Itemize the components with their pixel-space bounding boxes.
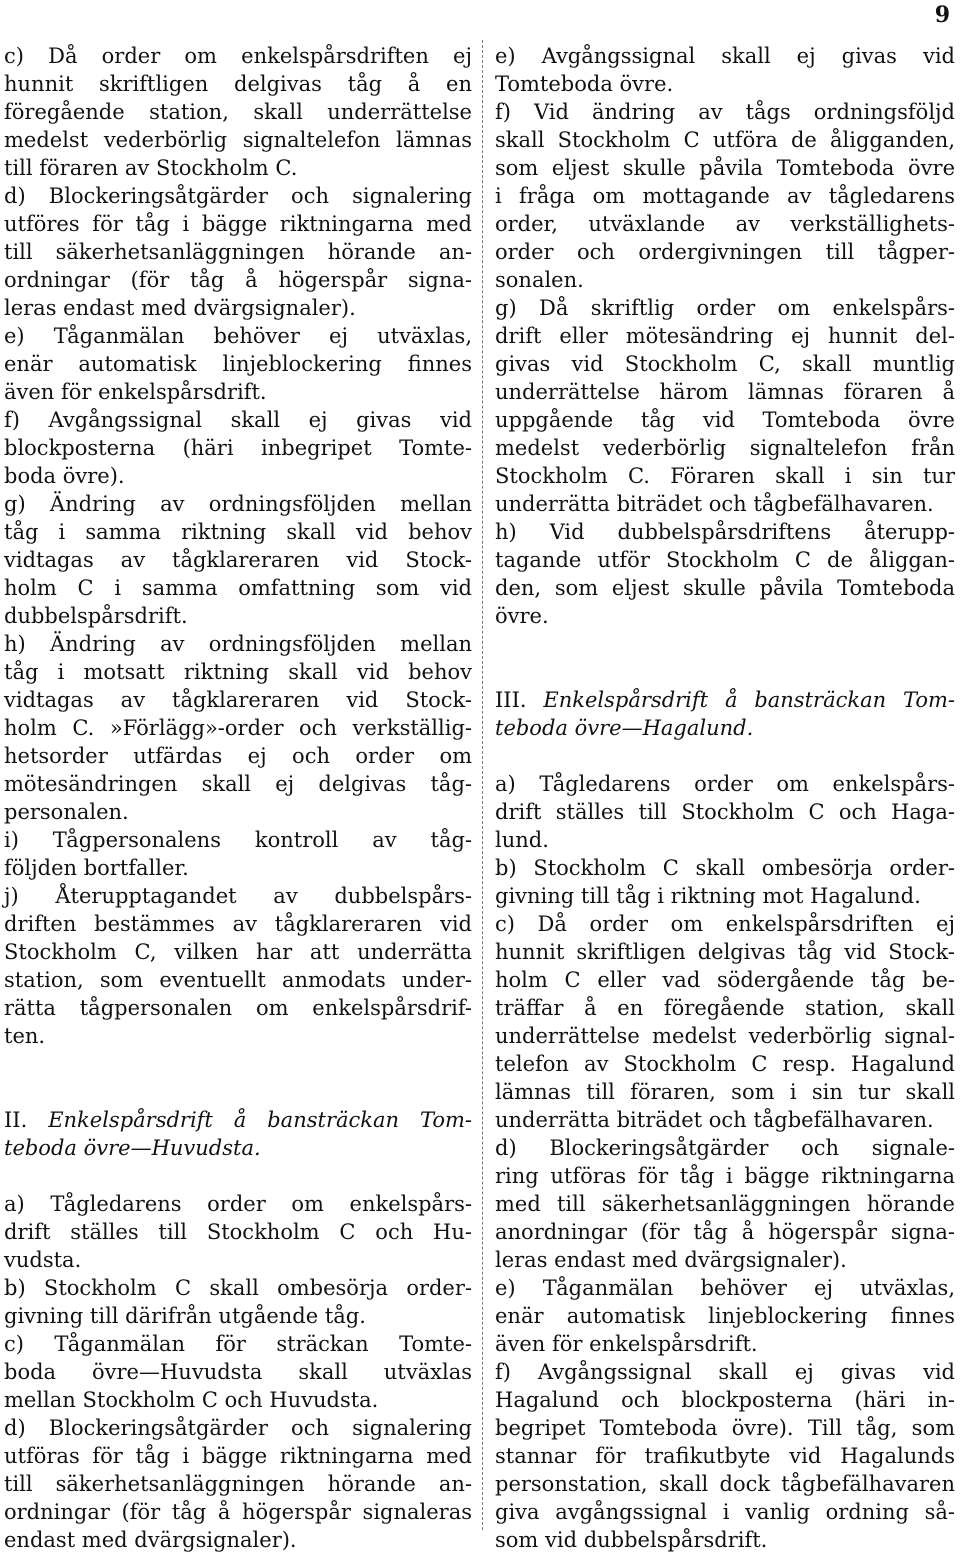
text-line: träffar å en föregående station, skall bbox=[495, 996, 955, 1020]
text-line: underrätta biträdet och tågbefälhavaren. bbox=[495, 492, 934, 516]
text-line: drift ställes till Stockholm C och Hu- bbox=[4, 1220, 472, 1244]
text-line: holm C i samma omfattning som vid bbox=[4, 576, 472, 600]
text-line: a) Tågledarens order om enkelspårs- bbox=[4, 1192, 472, 1216]
text-line: anordningar (för tåg å högerspår signa- bbox=[495, 1220, 955, 1244]
paragraph bbox=[495, 910, 955, 1134]
heading-text: Enkelspårsdrift å bansträckan Tom- bbox=[48, 1108, 472, 1132]
text-line: blockposterna (häri inbegripet Tomte- bbox=[4, 436, 472, 460]
text-line: Hagalund och blockposterna (häri in- bbox=[495, 1388, 955, 1412]
text-line: rätta tågpersonalen om enkelspårsdrif- bbox=[4, 996, 472, 1020]
text-line: h) Ändring av ordningsföljden mellan bbox=[4, 632, 472, 656]
text-line: g) Ändring av ordningsföljden mellan bbox=[4, 492, 472, 516]
text-line: b) Stockholm C skall ombesörja order- bbox=[495, 856, 955, 880]
text-line: underrätta biträdet och tågbefälhavaren. bbox=[495, 1108, 934, 1132]
paragraph bbox=[4, 182, 472, 322]
text-line: personstation, skall dock tågbefälhavaren bbox=[495, 1472, 955, 1496]
text-line: order, utväxlande av verkställighets- bbox=[495, 212, 955, 236]
heading-line bbox=[495, 714, 955, 742]
section-heading bbox=[495, 686, 955, 742]
text-line: e) Tåganmälan behöver ej utväxlas, bbox=[495, 1276, 955, 1300]
text-line: vidtagas av tågklareraren vid Stock- bbox=[4, 548, 472, 572]
text-line: hunnit skriftligen delgivas tåg vid Stock- bbox=[495, 940, 955, 964]
text-line: till säkerhetsanläggningen hörande an- bbox=[4, 1472, 472, 1496]
text-line: holm C eller vad södergående tåg be- bbox=[495, 968, 955, 992]
section-gap bbox=[4, 1162, 472, 1190]
text-line: i fråga om mottagande av tågledarens bbox=[495, 184, 955, 208]
text-line: ordningar (för tåg å högerspår signa- bbox=[4, 268, 472, 292]
heading-text: teboda övre—Huvudsta. bbox=[4, 1136, 261, 1160]
text-line: stannar för trafikutbyte vid Hagalunds bbox=[495, 1444, 955, 1468]
text-line: d) Blockeringsåtgärder och signalering bbox=[4, 1416, 472, 1440]
text-line: givning till tåg i riktning mot Hagalund. bbox=[495, 884, 921, 908]
paragraph bbox=[495, 770, 955, 854]
text-line: tåg i samma riktning skall vid behov bbox=[4, 520, 472, 544]
text-line: vidtagas av tågklareraren vid Stock- bbox=[4, 688, 472, 712]
text-line: vudsta. bbox=[4, 1248, 82, 1272]
text-line: j) Återupptagandet av dubbelspårs- bbox=[4, 884, 472, 908]
text-line: drift ställes till Stockholm C och Haga- bbox=[495, 800, 955, 824]
paragraph bbox=[495, 518, 955, 630]
paragraph bbox=[4, 882, 472, 1050]
text-line: Tomteboda övre. bbox=[495, 72, 674, 96]
text-line: c) Då order om enkelspårsdriften ej bbox=[495, 912, 955, 936]
text-line: som eljest skulle påvila Tomteboda övre bbox=[495, 156, 955, 180]
text-line: hunnit skriftligen delgivas tåg å en bbox=[4, 72, 472, 96]
paragraph bbox=[4, 1330, 472, 1414]
text-line: underrättelse härom lämnas föraren å bbox=[495, 380, 955, 404]
text-line: utföras för tåg i bägge riktningarna med bbox=[4, 1444, 472, 1468]
section-gap bbox=[4, 1050, 472, 1106]
heading-line bbox=[4, 1106, 472, 1134]
paragraph bbox=[495, 42, 955, 98]
text-line: givas vid Stockholm C, skall muntlig bbox=[495, 352, 955, 376]
text-line: enär automatisk linjeblockering finnes bbox=[495, 1304, 955, 1328]
text-line: e) Tåganmälan behöver ej utväxlas, bbox=[4, 324, 472, 348]
section-heading bbox=[4, 1106, 472, 1162]
paragraph bbox=[4, 630, 472, 826]
paragraph bbox=[495, 1358, 955, 1554]
text-line: i) Tågpersonalens kontroll av tåg- bbox=[4, 828, 472, 852]
paragraph bbox=[495, 1134, 955, 1274]
text-line: b) Stockholm C skall ombesörja order- bbox=[4, 1276, 472, 1300]
section-gap bbox=[495, 630, 955, 686]
text-line: drift eller mötesändring ej hunnit del- bbox=[495, 324, 955, 348]
text-line: givning till därifrån utgående tåg. bbox=[4, 1304, 366, 1328]
text-line: g) Då skriftlig order om enkelspårs- bbox=[495, 296, 955, 320]
text-line: station, som eventuellt anmodats under- bbox=[4, 968, 472, 992]
text-line: f) Avgångssignal skall ej givas vid bbox=[495, 1360, 955, 1384]
paragraph bbox=[4, 322, 472, 406]
paragraph bbox=[4, 1274, 472, 1330]
text-line: f) Vid ändring av tågs ordningsföljd bbox=[495, 100, 955, 124]
text-line: enär automatisk linjeblockering finnes bbox=[4, 352, 472, 376]
text-line: hetsorder utfärdas ej och order om bbox=[4, 744, 472, 768]
left-column bbox=[4, 42, 472, 1554]
text-line: boda övre—Huvudsta skall utväxlas bbox=[4, 1360, 472, 1384]
paragraph bbox=[4, 42, 472, 182]
paragraph bbox=[4, 406, 472, 490]
paragraph bbox=[495, 98, 955, 294]
text-line: c) Då order om enkelspårsdriften ej bbox=[4, 44, 472, 68]
column-divider bbox=[482, 40, 483, 1530]
text-line: lund. bbox=[495, 828, 549, 852]
text-line: skall Stockholm C utföra de åligganden, bbox=[495, 128, 955, 152]
text-line: uppgående tåg vid Tomteboda övre bbox=[495, 408, 955, 432]
text-line: utföres för tåg i bägge riktningarna med bbox=[4, 212, 472, 236]
text-line: medelst vederbörlig signaltelefon från bbox=[495, 436, 955, 460]
paragraph bbox=[4, 1414, 472, 1554]
heading-text: teboda övre—Hagalund. bbox=[495, 716, 754, 740]
paragraph bbox=[4, 490, 472, 630]
text-line: endast med dvärgsignaler). bbox=[4, 1528, 297, 1552]
text-line: telefon av Stockholm C resp. Hagalund bbox=[495, 1052, 955, 1076]
text-line: som vid dubbelspårsdrift. bbox=[495, 1528, 768, 1552]
text-line: dubbelspårsdrift. bbox=[4, 604, 188, 628]
text-line: h) Vid dubbelspårsdriftens återupp- bbox=[495, 520, 955, 544]
paragraph bbox=[4, 1190, 472, 1274]
text-line: e) Avgångssignal skall ej givas vid bbox=[495, 44, 955, 68]
paragraph bbox=[495, 1274, 955, 1358]
text-line: ten. bbox=[4, 1024, 46, 1048]
text-line: den, som eljest skulle påvila Tomteboda bbox=[495, 576, 955, 600]
text-line: ring utföras för tåg i bägge riktningarna bbox=[495, 1164, 955, 1188]
section-numeral: III. bbox=[495, 688, 544, 712]
text-line: mötesändringen skall ej delgivas tåg- bbox=[4, 772, 472, 796]
paragraph bbox=[495, 294, 955, 518]
text-line: giva avgångssignal i vanlig ordning så- bbox=[495, 1500, 955, 1524]
paragraph bbox=[4, 826, 472, 882]
text-line: ordningar (för tåg å högerspår signaleras bbox=[4, 1500, 472, 1524]
text-line: d) Blockeringsåtgärder och signalering bbox=[4, 184, 472, 208]
section-numeral: II. bbox=[4, 1108, 49, 1132]
text-line: a) Tågledarens order om enkelspårs- bbox=[495, 772, 955, 796]
text-line: leras endast med dvärgsignaler). bbox=[495, 1248, 847, 1272]
text-line: sonalen. bbox=[495, 268, 584, 292]
text-line: Stockholm C. Föraren skall i sin tur bbox=[495, 464, 955, 488]
text-line: följden bortfaller. bbox=[4, 856, 189, 880]
text-line: personalen. bbox=[4, 800, 129, 824]
text-line: driften bestämmes av tågklareraren vid bbox=[4, 912, 472, 936]
section-gap bbox=[495, 742, 955, 770]
heading-line bbox=[4, 1134, 472, 1162]
paragraph bbox=[495, 854, 955, 910]
heading-line bbox=[495, 686, 955, 714]
text-line: tagande utför Stockholm C de åliggan- bbox=[495, 548, 955, 572]
right-column bbox=[495, 42, 955, 1554]
text-line: underrättelse medelst vederbörlig signal- bbox=[495, 1024, 955, 1048]
text-line: holm C. »Förlägg»-order och verkställig- bbox=[4, 716, 472, 740]
text-line: lämnas till föraren, som i sin tur skall bbox=[495, 1080, 955, 1104]
text-line: tåg i motsatt riktning skall vid behov bbox=[4, 660, 472, 684]
text-line: leras endast med dvärgsignaler). bbox=[4, 296, 356, 320]
text-line: till säkerhetsanläggningen hörande an- bbox=[4, 240, 472, 264]
text-line: mellan Stockholm C och Huvudsta. bbox=[4, 1388, 379, 1412]
text-line: även för enkelspårsdrift. bbox=[495, 1332, 758, 1356]
text-line: begripet Tomteboda övre). Till tåg, som bbox=[495, 1416, 955, 1440]
text-line: föregående station, skall underrättelse bbox=[4, 100, 472, 124]
text-line: c) Tåganmälan för sträckan Tomte- bbox=[4, 1332, 472, 1356]
text-line: medelst vederbörlig signaltelefon lämnas bbox=[4, 128, 472, 152]
page-number: 9 bbox=[934, 2, 950, 28]
text-line: med till säkerhetsanläggningen hörande bbox=[495, 1192, 955, 1216]
text-line: även för enkelspårsdrift. bbox=[4, 380, 267, 404]
text-line: f) Avgångssignal skall ej givas vid bbox=[4, 408, 472, 432]
text-line: order och ordergivningen till tågper- bbox=[495, 240, 955, 264]
text-line: Stockholm C, vilken har att underrätta bbox=[4, 940, 472, 964]
text-line: till föraren av Stockholm C. bbox=[4, 156, 298, 180]
text-line: övre. bbox=[495, 604, 549, 628]
heading-text: Enkelspårsdrift å bansträckan Tom- bbox=[543, 688, 955, 712]
text-line: d) Blockeringsåtgärder och signale- bbox=[495, 1136, 955, 1160]
text-line: boda övre). bbox=[4, 464, 125, 488]
